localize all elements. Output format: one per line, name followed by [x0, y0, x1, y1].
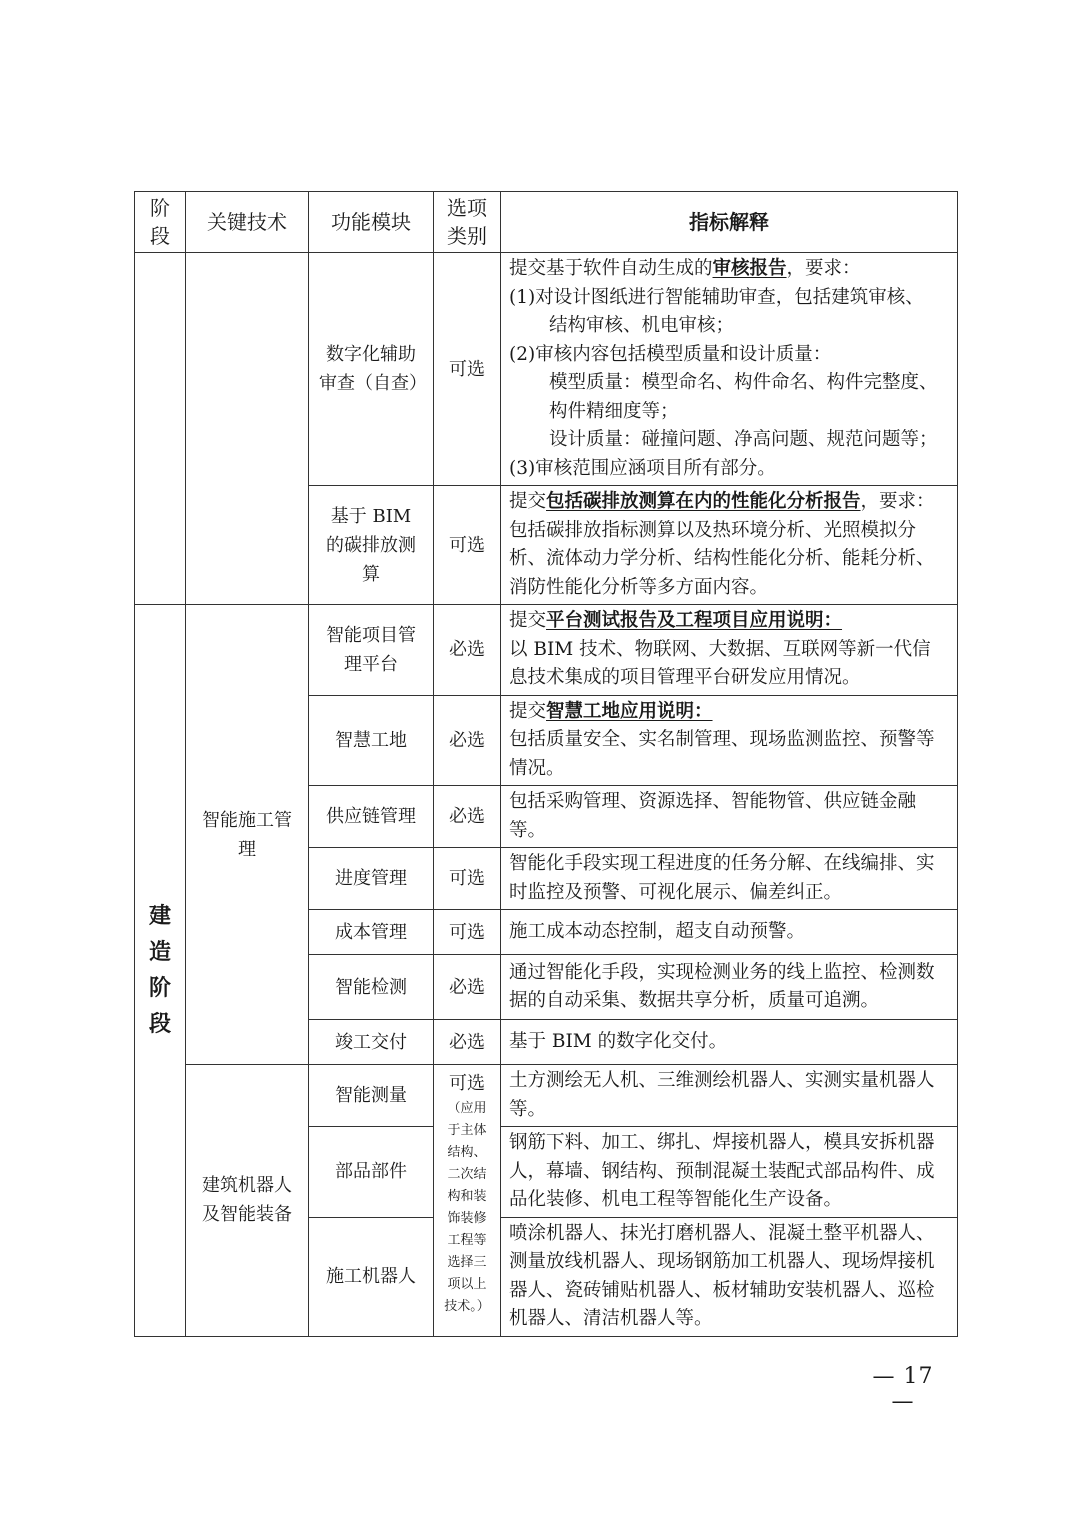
header-stage: 阶段	[135, 192, 186, 253]
interp-cell: 通过智能化手段，实现检测业务的线上监控、检测数据的自动采集、数据共享分析，质量可追溯。	[501, 955, 958, 1020]
module-cell: 部品部件	[309, 1127, 434, 1218]
key-tech-cell-smart: 智能施工管理	[186, 605, 309, 1065]
key-tech-cell-robot: 建筑机器人及智能装备	[186, 1065, 309, 1337]
interp-cell: 基于 BIM 的数字化交付。	[501, 1020, 958, 1065]
module-cell: 施工机器人	[309, 1217, 434, 1336]
interp-cell: 施工成本动态控制，超支自动预警。	[501, 910, 958, 955]
interp-cell: 提交智慧工地应用说明： 包括质量安全、实名制管理、现场监测监控、预警等情况。	[501, 695, 958, 786]
interp-cell: 提交平台测试报告及工程项目应用说明： 以 BIM 技术、物联网、大数据、互联网等新一代信息技术集成的项目管理平台研发应用情况。	[501, 605, 958, 696]
indicator-table	[134, 191, 958, 1337]
option-cell: 可选	[434, 848, 501, 910]
option-cell: 可选	[434, 253, 501, 486]
option-cell: 可选	[434, 486, 501, 605]
module-cell: 智能项目管理平台	[309, 605, 434, 696]
table-row	[135, 1065, 958, 1127]
interp-cell: 土方测绘无人机、三维测绘机器人、实测实量机器人等。	[501, 1065, 958, 1127]
module-cell: 供应链管理	[309, 786, 434, 848]
option-cell-robot: 可选 （应用于主体结构、二次结构和装饰装修工程等选择三项以上技术。）	[434, 1065, 501, 1337]
option-cell: 可选	[434, 910, 501, 955]
module-cell: 基于 BIM 的碳排放测算	[309, 486, 434, 605]
option-cell: 必选	[434, 1020, 501, 1065]
module-cell: 智能检测	[309, 955, 434, 1020]
header-option: 选项类别	[434, 192, 501, 253]
module-cell: 进度管理	[309, 848, 434, 910]
header-interp: 指标解释	[501, 192, 958, 253]
interp-cell: 包括采购管理、资源选择、智能物管、供应链金融等。	[501, 786, 958, 848]
header-key-tech: 关键技术	[186, 192, 309, 253]
option-cell: 必选	[434, 605, 501, 696]
table-row	[135, 605, 958, 696]
interp-cell: 钢筋下料、加工、绑扎、焊接机器人，模具安拆机器人，幕墙、钢结构、预制混凝土装配式部品构件、成品化装修、机电工程等智能化生产设备。	[501, 1127, 958, 1218]
interp-cell: 智能化手段实现工程进度的任务分解、在线编排、实时监控及预警、可视化展示、偏差纠正。	[501, 848, 958, 910]
option-cell: 必选	[434, 786, 501, 848]
module-cell: 成本管理	[309, 910, 434, 955]
interp-cell: 提交包括碳排放测算在内的性能化分析报告，要求： 包括碳排放指标测算以及热环境分析、光照模拟分析、流体动力学分析、结构性能化分析、能耗分析、消防性能化分析等多方面内容。	[501, 486, 958, 605]
header-module: 功能模块	[309, 192, 434, 253]
interp-cell: 提交基于软件自动生成的审核报告，要求： (1)对设计图纸进行智能辅助审查，包括建筑审核、 结构审核、机电审核； (2)审核内容包括模型质量和设计质量： 模型质量：模型命名、构件命名、构件完整度、 构件精细度等； 设计质量：碰撞问题、净高问题、规范问题等； (3)审核范围应涵项目所有部分。	[501, 253, 958, 486]
module-cell: 智能测量	[309, 1065, 434, 1127]
option-cell: 必选	[434, 955, 501, 1020]
module-cell: 竣工交付	[309, 1020, 434, 1065]
module-cell: 智慧工地	[309, 695, 434, 786]
interp-cell: 喷涂机器人、抹光打磨机器人、混凝土整平机器人、测量放线机器人、现场钢筋加工机器人、现场焊接机器人、瓷砖铺贴机器人、板材辅助安装机器人、巡检机器人、清洁机器人等。	[501, 1217, 958, 1336]
stage-cell-design	[135, 253, 186, 605]
table-header-row	[135, 192, 958, 253]
option-cell: 必选	[434, 695, 501, 786]
stage-cell-construction: 建造阶段	[135, 605, 186, 1337]
table-row	[135, 253, 958, 486]
key-tech-cell-design	[186, 253, 309, 605]
module-cell: 数字化辅助审查（自查）	[309, 253, 434, 486]
page-number: — 17 —	[872, 1364, 934, 1414]
